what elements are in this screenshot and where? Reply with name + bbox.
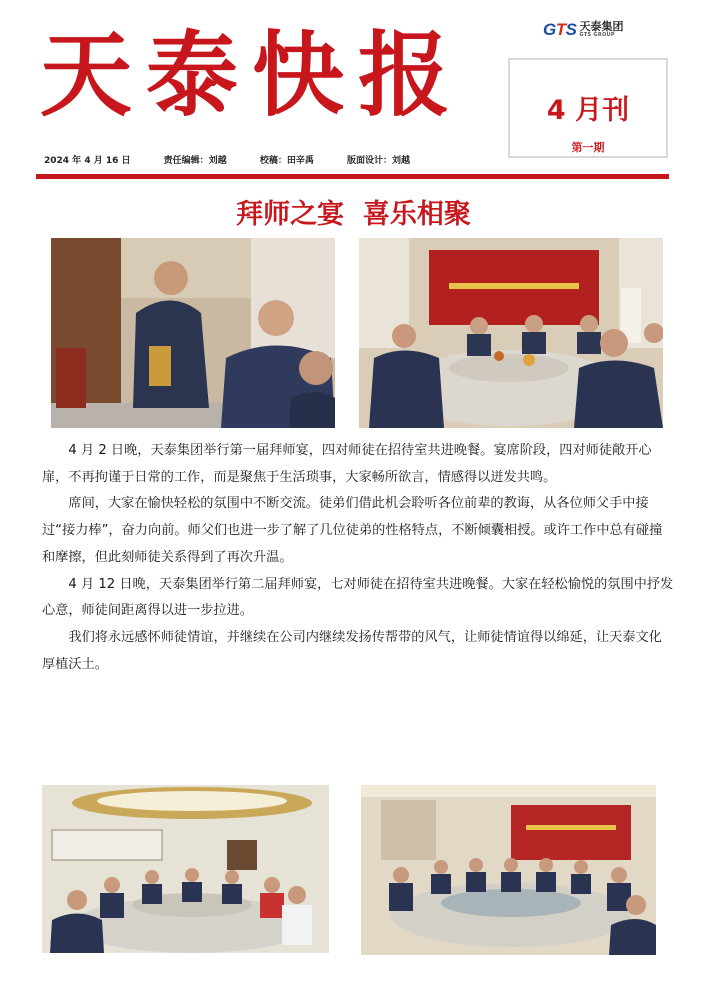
gts-logo-mark: GTS [543, 20, 577, 39]
logo-name-cn: 天泰集团 [579, 20, 624, 33]
article-paragraph: 4 月 2 日晚，天泰集团举行第一届拜师宴，四对师徒在招待室共进晚餐。宴席阶段，四对师徒敞开心扉，不再拘谨于日常的工作，而是聚焦于生活琐事，大家畅所欲言，情感得以迸发共鸣。 [42, 443, 652, 485]
header-divider [36, 174, 669, 179]
photo-banquet-table-2 [361, 785, 656, 955]
masthead-title: 天泰快报 [40, 22, 465, 129]
article-paragraph: 席间，大家在愉快轻松的氛围中不断交流。徒弟们借此机会聆听各位前辈的教诲，从各位师父手中接过“接力棒”，奋力向前。师父们也进一步了解了几位徒弟的性格特点，不断倾囊相授。或许工作中总有碰撞和摩擦，但此刻师徒关系得到了再次升温。 [42, 496, 663, 565]
designer-credit: 版面设计：刘越 [346, 156, 410, 166]
article-headline: 拜师之宴 喜乐相聚 [236, 199, 471, 230]
masthead-meta [44, 153, 440, 166]
issue-number: 第一期 [571, 141, 605, 154]
logo-name-en: GTS GROUP [579, 32, 615, 38]
article-paragraph: 4 月 12 日晚，天泰集团举行第二届拜师宴，七对师徒在招待室共进晚餐。大家在轻松愉悦的氛围中抒发心意，师徒间距离得以进一步拉进。 [42, 576, 674, 619]
issue-date: 2024 年 4 月 16 日 [44, 156, 131, 166]
issue-month: 4 月刊 [546, 95, 630, 126]
photo-pouring-toast [51, 238, 335, 428]
proofreader-credit: 校稿：田辛禹 [259, 156, 314, 166]
editor-credit: 责任编辑：刘越 [163, 156, 227, 166]
issue-box [508, 58, 668, 158]
photo-banquet-hall [42, 785, 329, 953]
article-body [42, 438, 674, 678]
article-paragraph: 我们将永远感怀师徒情谊，并继续在公司内继续发扬传帮带的风气，让师徒情谊得以绵延，让天泰文化厚植沃土。 [42, 629, 662, 672]
photo-banquet-table-1 [359, 238, 663, 428]
company-logo [543, 21, 623, 38]
